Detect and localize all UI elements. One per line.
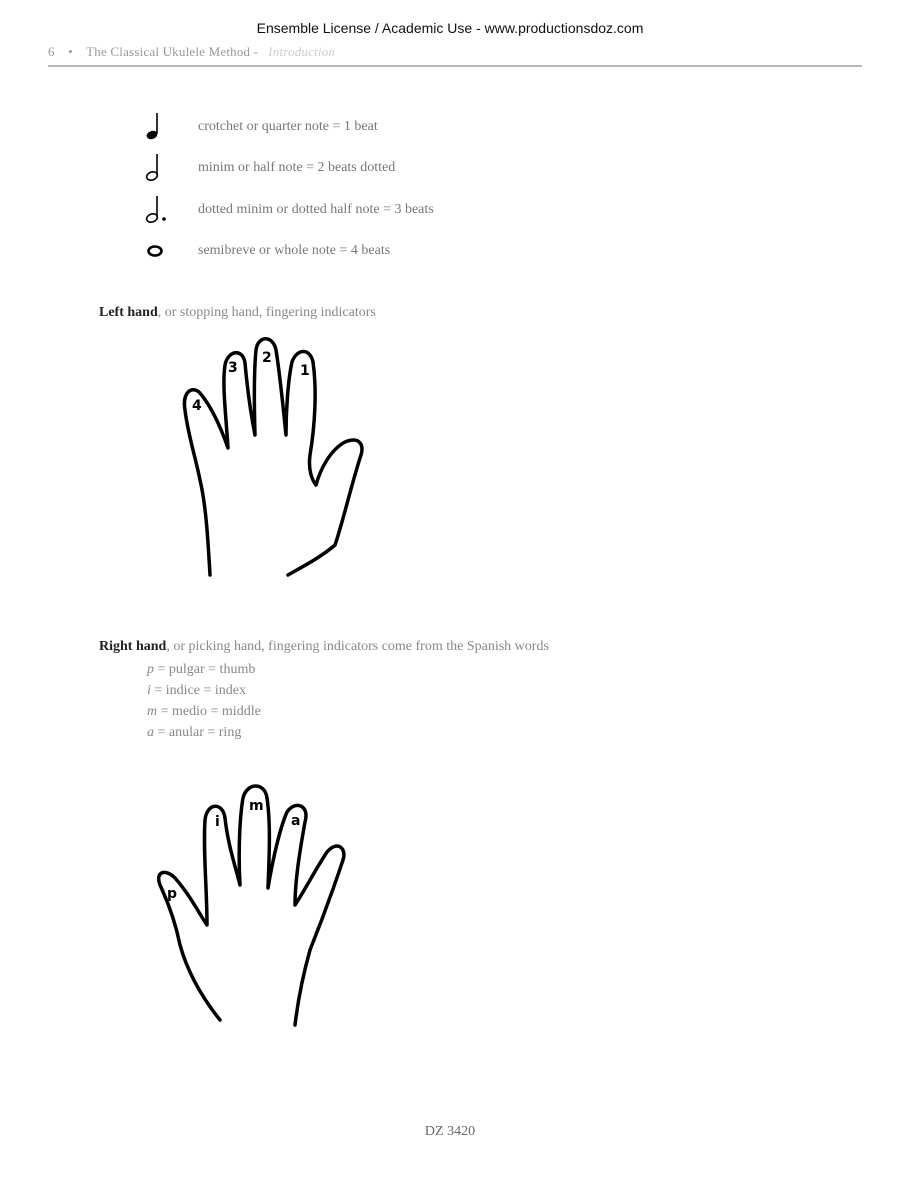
list-item: a = anular = ring [147, 725, 242, 740]
left-hand-heading [99, 305, 376, 321]
finger-label-1: 1 [300, 363, 310, 379]
finger-label-2: 2 [262, 350, 272, 366]
list-item: p = pulgar = thumb [147, 662, 256, 677]
finger-label-m: m [249, 798, 264, 814]
book-title: The Classical Ukulele Method - [86, 44, 259, 59]
note-row-whole [140, 236, 390, 266]
right-hand-description: , or picking hand, fingering indicators come from the Spanish words [166, 639, 549, 654]
note-text: semibreve or whole note = 4 beats [198, 243, 391, 258]
note-row-half [140, 153, 395, 183]
note-text: minim or half note = 2 beats dotted [198, 160, 396, 175]
dotted-half-note-icon [140, 195, 190, 225]
right-hand-bold: Right hand [99, 639, 167, 654]
list-item: m = medio = middle [147, 704, 261, 719]
license-banner: Ensemble License / Academic Use - www.productionsdoz.com [256, 20, 644, 36]
finger-label-i: i [215, 814, 220, 830]
header-bullet: • [68, 44, 73, 59]
note-row-dotted-half [140, 195, 434, 225]
left-hand-description: , or stopping hand, fingering indicators [157, 305, 376, 320]
note-text: crotchet or quarter note = 1 beat [198, 119, 378, 134]
finger-label-4: 4 [192, 398, 202, 414]
section-subtitle: Introduction [268, 44, 336, 59]
left-hand-bold: Left hand [99, 305, 158, 320]
running-header [48, 44, 345, 60]
page-number: 6 [48, 44, 55, 59]
finger-label-a: a [291, 813, 301, 829]
note-text: dotted minim or dotted half note = 3 beats [198, 202, 434, 217]
half-note-icon [140, 153, 190, 183]
finger-label-p: p [167, 886, 178, 902]
right-hand-heading [99, 639, 549, 655]
note-row-quarter [140, 112, 378, 142]
whole-note-icon [140, 236, 190, 266]
finger-abbreviation-list [147, 659, 261, 743]
quarter-note-icon [140, 112, 190, 142]
left-hand-drawing [170, 330, 380, 585]
finger-label-3: 3 [228, 360, 238, 376]
header-rule [48, 65, 862, 67]
page-footer: DZ 3420 [424, 1124, 476, 1139]
list-item: i = indice = index [147, 683, 246, 698]
left-hand-outline [184, 339, 361, 575]
right-hand-drawing [145, 780, 360, 1030]
right-hand-outline [159, 786, 344, 1025]
